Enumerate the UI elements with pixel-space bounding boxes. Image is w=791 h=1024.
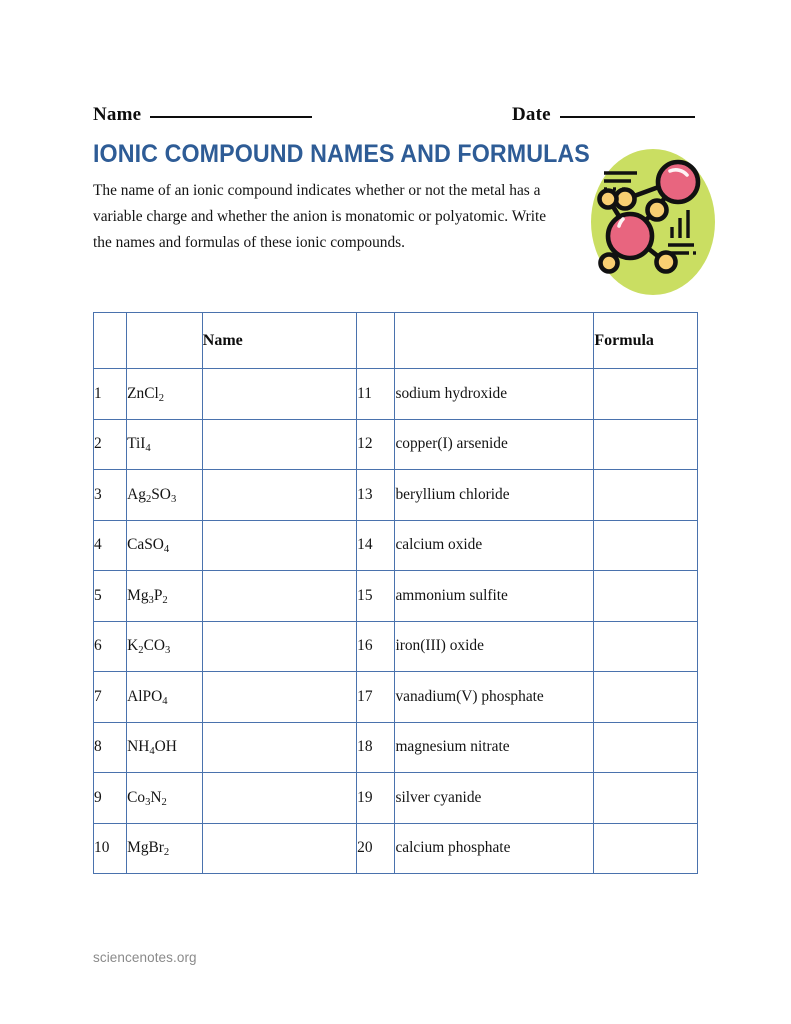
name-field-group bbox=[93, 104, 312, 126]
answer-blank-formula[interactable] bbox=[594, 470, 698, 521]
row-number-left: 4 bbox=[94, 520, 127, 571]
compound-formula: CaSO$_4$ bbox=[127, 520, 203, 571]
compound-formula: $K_2CO_3$ bbox=[127, 621, 203, 672]
row-number-right: 19 bbox=[357, 773, 395, 824]
compound-name: calcium phosphate bbox=[395, 823, 594, 874]
row-number-left: 10 bbox=[94, 823, 127, 874]
table-row bbox=[94, 419, 698, 470]
compound-formula: AlPO$_4$ bbox=[127, 672, 203, 723]
answer-blank-formula[interactable] bbox=[594, 419, 698, 470]
row-number-right: 15 bbox=[357, 571, 395, 622]
answer-blank-name[interactable] bbox=[202, 369, 356, 420]
answer-blank-name[interactable] bbox=[202, 672, 356, 723]
header-formula: Formula bbox=[594, 313, 698, 369]
row-number-right: 20 bbox=[357, 823, 395, 874]
compound-name: sodium hydroxide bbox=[395, 369, 594, 420]
compound-formula: $Ag_2SO_3$ bbox=[127, 470, 203, 521]
table-header-row bbox=[94, 313, 698, 369]
table-body bbox=[94, 369, 698, 874]
compound-formula: TiI$_4$ bbox=[127, 419, 203, 470]
answer-blank-formula[interactable] bbox=[594, 823, 698, 874]
row-number-right: 13 bbox=[357, 470, 395, 521]
answer-blank-name[interactable] bbox=[202, 823, 356, 874]
answer-blank-name[interactable] bbox=[202, 722, 356, 773]
name-label: Name bbox=[93, 104, 142, 125]
answer-blank-formula[interactable] bbox=[594, 571, 698, 622]
table-row bbox=[94, 722, 698, 773]
answer-blank-formula[interactable] bbox=[594, 722, 698, 773]
compound-name: iron(III) oxide bbox=[395, 621, 594, 672]
row-number-left: 3 bbox=[94, 470, 127, 521]
answer-blank-formula[interactable] bbox=[594, 773, 698, 824]
answer-blank-name[interactable] bbox=[202, 621, 356, 672]
row-number-right: 18 bbox=[357, 722, 395, 773]
compound-name: silver cyanide bbox=[395, 773, 594, 824]
row-number-left: 9 bbox=[94, 773, 127, 824]
molecule-science-icon bbox=[590, 148, 716, 296]
row-number-right: 16 bbox=[357, 621, 395, 672]
row-number-left: 1 bbox=[94, 369, 127, 420]
header-name-right bbox=[395, 313, 594, 369]
row-number-right: 17 bbox=[357, 672, 395, 723]
footer-source: sciencenotes.org bbox=[93, 950, 197, 965]
answer-blank-name[interactable] bbox=[202, 419, 356, 470]
table-row bbox=[94, 520, 698, 571]
answer-blank-formula[interactable] bbox=[594, 672, 698, 723]
compound-name: vanadium(V) phosphate bbox=[395, 672, 594, 723]
compound-formula: $NH_4OH$ bbox=[127, 722, 203, 773]
table-row bbox=[94, 621, 698, 672]
table-row bbox=[94, 672, 698, 723]
row-number-left: 5 bbox=[94, 571, 127, 622]
compound-formula: ZnCl$_2$ bbox=[127, 369, 203, 420]
header-formula-left bbox=[127, 313, 203, 369]
table-row bbox=[94, 369, 698, 420]
row-number-left: 2 bbox=[94, 419, 127, 470]
header-num-left bbox=[94, 313, 127, 369]
row-number-left: 8 bbox=[94, 722, 127, 773]
table-row bbox=[94, 773, 698, 824]
page-title: IONIC COMPOUND NAMES AND FORMULAS bbox=[93, 140, 590, 168]
compound-name: copper(I) arsenide bbox=[395, 419, 594, 470]
row-number-right: 12 bbox=[357, 419, 395, 470]
row-number-right: 11 bbox=[357, 369, 395, 420]
answer-blank-name[interactable] bbox=[202, 571, 356, 622]
row-number-right: 14 bbox=[357, 520, 395, 571]
answer-blank-formula[interactable] bbox=[594, 520, 698, 571]
name-date-row bbox=[93, 104, 698, 130]
answer-blank-formula[interactable] bbox=[594, 621, 698, 672]
compound-name: magnesium nitrate bbox=[395, 722, 594, 773]
date-write-line[interactable] bbox=[560, 116, 695, 118]
answer-blank-formula[interactable] bbox=[594, 369, 698, 420]
compound-formula: $Mg_3P_2$ bbox=[127, 571, 203, 622]
compound-formula: $Co_3N_2$ bbox=[127, 773, 203, 824]
answer-blank-name[interactable] bbox=[202, 520, 356, 571]
row-number-left: 6 bbox=[94, 621, 127, 672]
header-num-right bbox=[357, 313, 395, 369]
answer-blank-name[interactable] bbox=[202, 773, 356, 824]
answer-blank-name[interactable] bbox=[202, 470, 356, 521]
row-number-left: 7 bbox=[94, 672, 127, 723]
table-row bbox=[94, 470, 698, 521]
table-row bbox=[94, 823, 698, 874]
table-row bbox=[94, 571, 698, 622]
date-label: Date bbox=[512, 104, 551, 125]
compound-name: calcium oxide bbox=[395, 520, 594, 571]
compounds-table bbox=[93, 312, 698, 874]
compound-formula: MgBr$_2$ bbox=[127, 823, 203, 874]
date-field-group bbox=[512, 104, 695, 126]
compound-name: ammonium sulfite bbox=[395, 571, 594, 622]
header-name: Name bbox=[202, 313, 356, 369]
name-write-line[interactable] bbox=[150, 116, 312, 118]
intro-paragraph: The name of an ionic compound indicates whether or not the metal has a variable charge and whether the anion is monatomic or polyatomic. Write the names and formulas of these ionic compounds. bbox=[93, 182, 547, 251]
compound-name: beryllium chloride bbox=[395, 470, 594, 521]
